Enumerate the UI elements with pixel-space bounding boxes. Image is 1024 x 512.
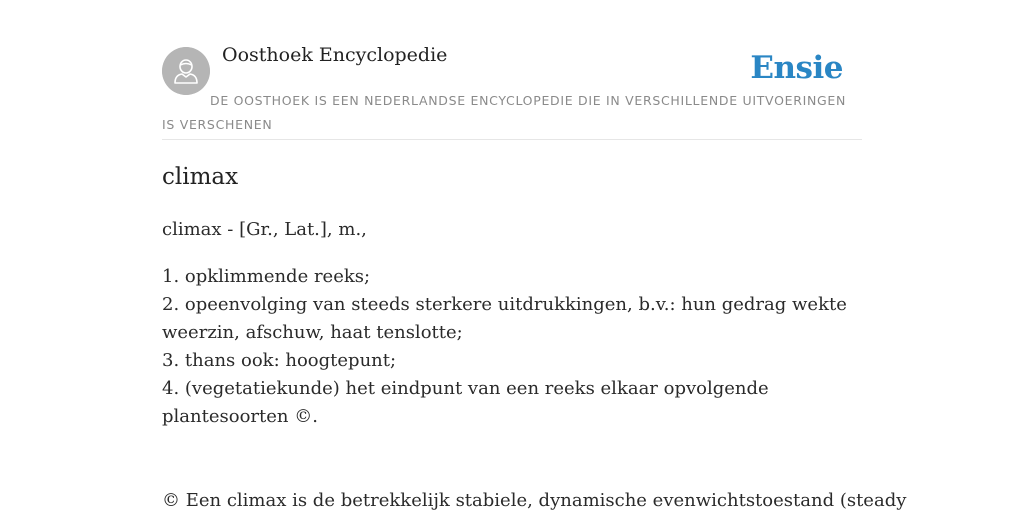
- definition-item: 4. (vegetatiekunde) het eindpunt van een reeks elkaar opvolgende plantesoorten ©.: [162, 378, 769, 427]
- entry-title: climax: [162, 164, 239, 190]
- definition-item: 1. opklimmende reeks;: [162, 266, 371, 287]
- definition-item: 2. opeenvolging van steeds sterkere uitdrukkingen, b.v.: hun gedrag wekte weerzin, afschuw, haat tenslotte;: [162, 294, 847, 343]
- source-header: [162, 0, 862, 140]
- ensie-logo[interactable]: Ensie: [750, 50, 843, 86]
- entry-continuation-paragraph: © Een climax is de betrekkelijk stabiele, dynamische evenwichtstoestand (steady: [162, 490, 907, 511]
- definition-item: 3. thans ook: hoogtepunt;: [162, 350, 397, 371]
- source-description: DE OOSTHOEK IS EEN NEDERLANDSE ENCYCLOPEDIE DIE IN VERSCHILLENDE UITVOERINGEN IS VERSCHENEN: [162, 93, 847, 132]
- source-avatar[interactable]: [162, 47, 210, 95]
- entry-definitions: [162, 263, 862, 431]
- entry-headword-line: climax - [Gr., Lat.], m.,: [162, 219, 367, 240]
- content-container: [162, 0, 907, 511]
- source-title[interactable]: Oosthoek Encyclopedie: [222, 44, 448, 66]
- user-icon: [162, 47, 210, 95]
